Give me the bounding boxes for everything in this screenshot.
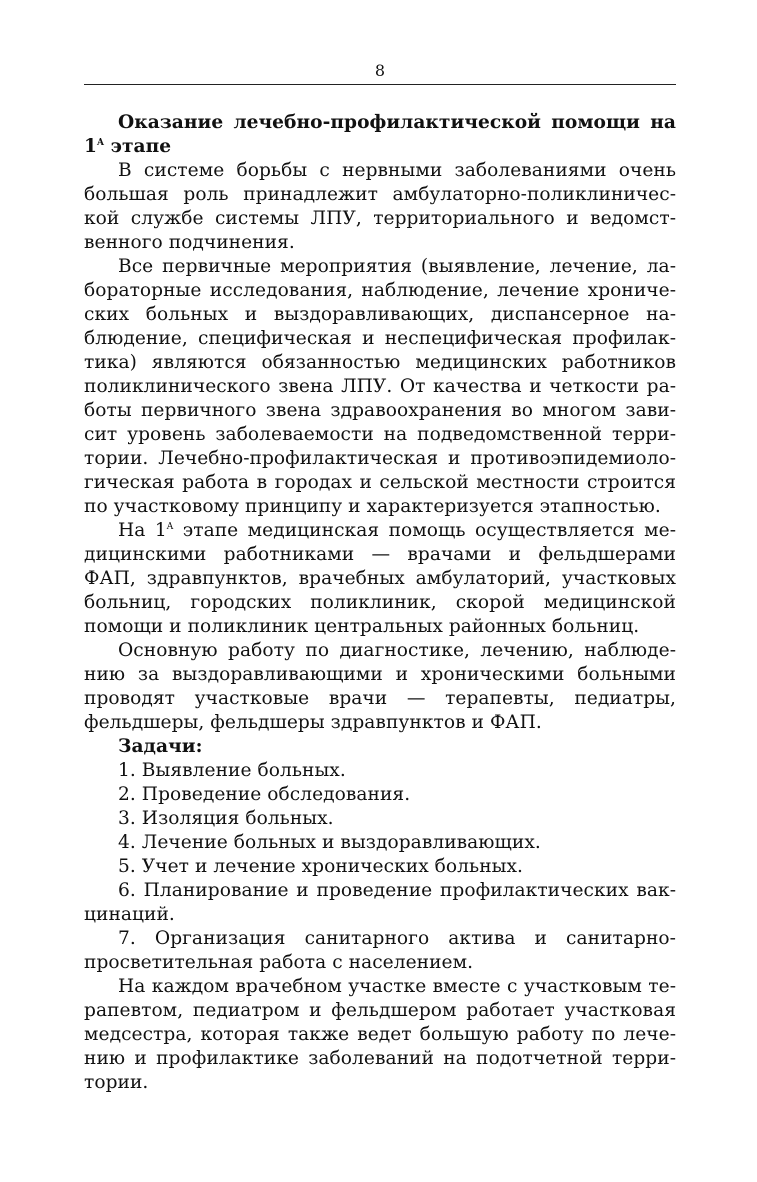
tasks-title: Задачи: xyxy=(118,736,203,757)
task-item-7: 7. Организация санитарного актива и санитарно-просветительная работа с населением. xyxy=(84,928,676,973)
paragraph-primary-measures: Все первичные мероприятия (выявление, лечение, лабораторные исследования, наблюдение, лечение хронических больных и выздоравливающих, диспансерное наблюдение, специфическая и неспецифическая профилактика) являются обязанностью медицинских работников поликлинического звена ЛПУ. От качества и четкости работы первичного звена здравоохранения во многом зависит уровень заболеваемости на подведомственной территории. Лечебно-профилактическая и противоэпидемиологическая работа в городах и сельской местности строится по участковому принципу и характеризуется этапностью. xyxy=(84,256,676,517)
page-number: 8 xyxy=(374,61,386,80)
paragraph-stage xyxy=(84,519,676,639)
task-item-4: 4. Лечение больных и выздоравливающих. xyxy=(118,832,541,853)
heading-text-after: этапе xyxy=(104,136,172,157)
task-item-3: 3. Изоляция больных. xyxy=(118,808,334,829)
task-item-6: 6. Планирование и проведение профилактических вакцинаций. xyxy=(84,880,676,925)
body-text xyxy=(84,111,676,1095)
task-item-5: 5. Учет и лечение хронических больных. xyxy=(118,856,523,877)
paragraph-final: На каждом врачебном участке вместе с участковым терапевтом, педиатром и фельдшером работает участковая медсестра, которая также ведет большую работу по лечению и профилактике заболеваний на подотчетной территории. xyxy=(84,976,676,1093)
header-rule xyxy=(84,84,676,85)
stage-text-before: На 1 xyxy=(118,520,167,541)
stage-text-after: этапе медицинская помощь осуществляется медицинскими работниками — врачами и фельдшерами ФАП, здравпунктов, врачебных амбулаторий, участковых больниц, городских поликлиник, скорой медицинской помощи и поликлиник центральных районных больниц. xyxy=(84,520,676,637)
stage-superscript: A xyxy=(166,521,174,532)
section-heading xyxy=(84,111,676,159)
book-page xyxy=(84,60,676,1095)
task-item-2: 2. Проведение обследования. xyxy=(118,784,411,805)
heading-text-before: Оказание лечебно-профилактической помощи на 1 xyxy=(84,112,676,157)
paragraph-main-work: Основную работу по диагностике, лечению, наблюдению за выздоравливающими и хроническими больными проводят участковые врачи — терапевты, педиатры, фельдшеры, фельдшеры здравпунктов и ФАП. xyxy=(84,640,676,733)
heading-superscript: A xyxy=(97,137,105,148)
task-item-1: 1. Выявление больных. xyxy=(118,760,346,781)
paragraph-intro: В системе борьбы с нервными заболеваниями очень большая роль принадлежит амбулаторно-поликлинической службе системы ЛПУ, территориального и ведомственного подчинения. xyxy=(84,160,676,253)
